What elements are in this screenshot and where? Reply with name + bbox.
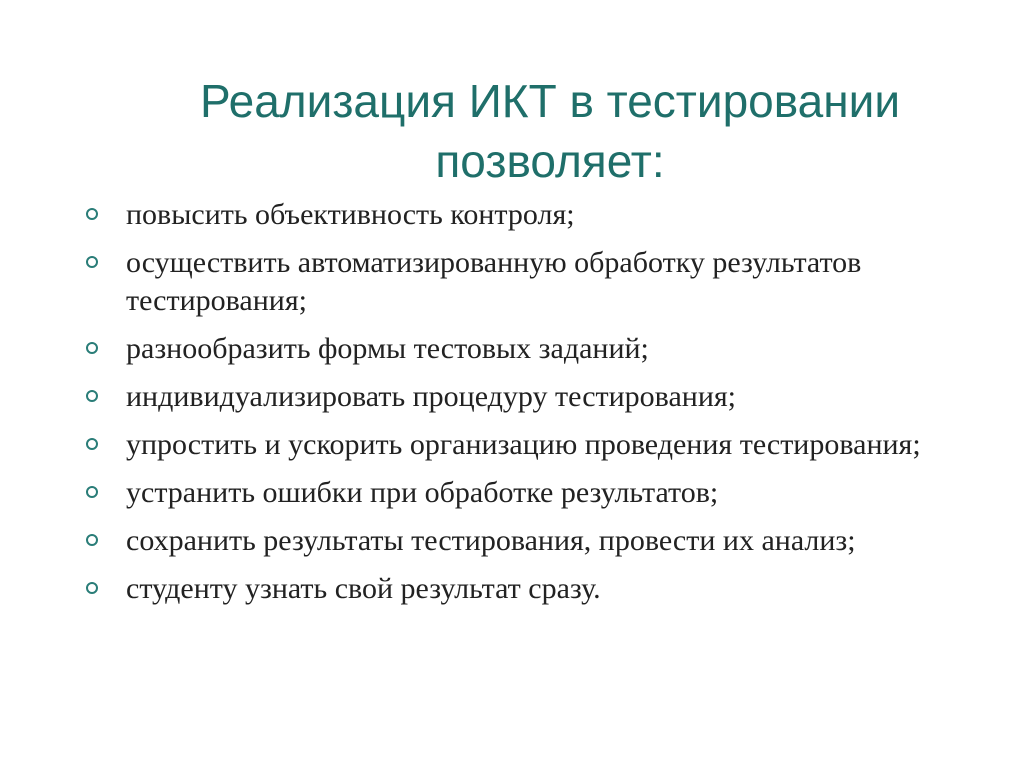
bullet-item [82, 196, 962, 234]
hollow-circle-icon [86, 390, 98, 402]
bullet-item [82, 330, 962, 368]
bullet-item [82, 522, 962, 560]
bullet-text: осуществить автоматизированную обработку результатов тестирования; [126, 246, 862, 317]
bullet-text: сохранить результаты тестирования, провести их анализ; [126, 524, 856, 557]
bullet-item [82, 570, 962, 608]
bullet-item [82, 426, 962, 464]
slide-title-line-2: позволяет: [435, 134, 665, 187]
hollow-circle-icon [86, 582, 98, 594]
bullet-text: повысить объективность контроля; [126, 198, 575, 231]
hollow-circle-icon [86, 438, 98, 450]
hollow-circle-icon [86, 208, 98, 220]
hollow-circle-icon [86, 486, 98, 498]
hollow-circle-icon [86, 342, 98, 354]
hollow-circle-icon [86, 534, 98, 546]
bullet-item [82, 474, 962, 512]
bullet-text: разнообразить формы тестовых заданий; [126, 332, 649, 365]
bullet-item [82, 244, 962, 320]
bullet-text: студенту узнать свой результат сразу. [126, 572, 601, 605]
bullet-text: индивидуализировать процедуру тестирования; [126, 380, 737, 413]
slide-title-line-1: Реализация ИКТ в тестировании [199, 74, 901, 127]
bullet-text: упростить и ускорить организацию проведения тестирования; [126, 428, 921, 461]
bullet-list [82, 196, 962, 618]
bullet-item [82, 378, 962, 416]
slide-title [100, 71, 1000, 191]
bullet-text: устранить ошибки при обработке результатов; [126, 476, 719, 509]
hollow-circle-icon [86, 256, 98, 268]
